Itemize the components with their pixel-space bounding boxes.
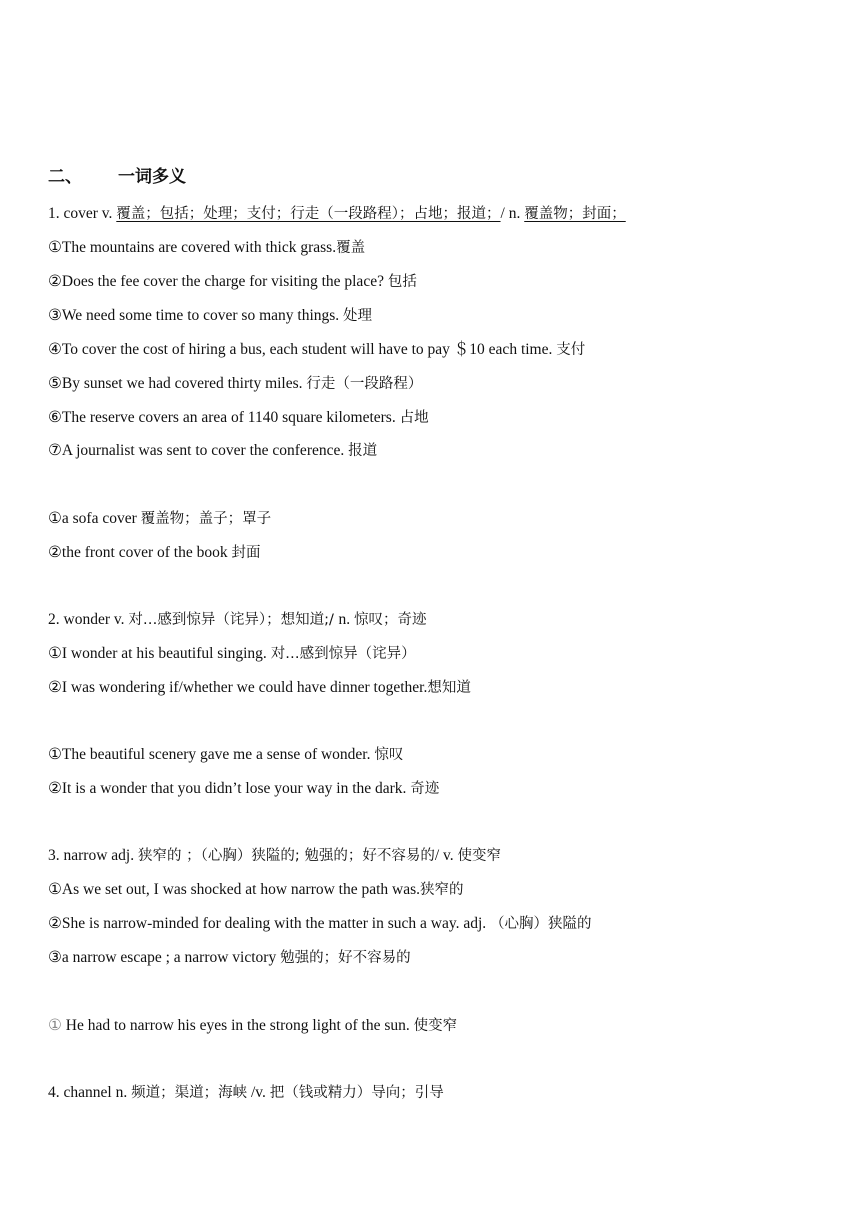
- example-line: [48, 644, 416, 664]
- text-segment: ⑤By sunset we had covered thirty miles.: [48, 375, 307, 392]
- text-segment: 频道；渠道；海峡: [131, 1085, 248, 1101]
- example-line: [48, 509, 271, 529]
- text-segment: 覆盖: [336, 240, 366, 256]
- entry-wonder-header: [48, 610, 427, 630]
- text-segment: ②Does the fee cover the charge for visiting the place?: [48, 273, 388, 290]
- section-title: 一词多义: [118, 167, 186, 187]
- text-segment: ③a narrow escape ; a narrow victory: [48, 949, 281, 966]
- text-segment: ④To cover the cost of hiring a bus, each student will have to pay ＄10 each time.: [48, 341, 557, 358]
- text-segment: ①I wonder at his beautiful singing.: [48, 645, 271, 662]
- text-segment: ②It is a wonder that you didn’t lose your way in the dark.: [48, 780, 411, 797]
- text-segment: ⑥The reserve covers an area of 1140 square kilometers.: [48, 409, 400, 426]
- text-segment: 使变窄: [413, 1018, 458, 1034]
- text-segment: 对…感到惊异（诧异）；想知道;/: [128, 612, 339, 628]
- example-line: [48, 272, 417, 292]
- text-segment: 使变窄: [457, 848, 502, 864]
- text-segment: ①a sofa cover: [48, 510, 141, 527]
- example-line: [48, 678, 471, 698]
- text-segment: 把（钱或精力）导向；引导: [269, 1085, 444, 1101]
- example-line: [48, 340, 585, 360]
- text-segment: ①: [48, 1017, 62, 1034]
- example-line: [48, 543, 260, 563]
- entry-narrow-header: [48, 846, 501, 866]
- text-segment: 占地: [399, 410, 429, 426]
- text-segment: ①As we set out, I was shocked at how narrow the path was.: [48, 881, 421, 898]
- section-heading: [48, 162, 186, 187]
- text-segment: ⑦A journalist was sent to cover the conference.: [48, 442, 349, 459]
- text-segment: 狭窄的 ；（心胸）狭隘的; 勉强的；好不容易的: [137, 848, 435, 864]
- text-segment: /v.: [247, 1084, 270, 1101]
- cover-verb-meanings: 覆盖；包括；处理；支付；行走（一段路程）；占地；报道；: [116, 206, 501, 222]
- text-segment: ③We need some time to cover so many things.: [48, 307, 344, 324]
- text-segment: 1. cover v.: [48, 205, 117, 222]
- text-segment: ①The mountains are covered with thick grass.: [48, 239, 337, 256]
- text-segment: ①The beautiful scenery gave me a sense of wonder.: [48, 746, 375, 763]
- example-line: [48, 779, 439, 799]
- text-segment: 覆盖物；盖子；罩子: [140, 511, 272, 527]
- text-segment: 4. channel n.: [48, 1084, 132, 1101]
- text-segment: 惊叹；奇迹: [354, 612, 427, 628]
- example-line: [48, 408, 429, 428]
- text-segment: ②I was wondering if/whether we could have dinner together.: [48, 679, 428, 696]
- text-segment: 支付: [556, 342, 586, 358]
- text-segment: / n.: [500, 205, 525, 222]
- example-line: [48, 914, 592, 934]
- example-line: [48, 306, 372, 326]
- text-segment: 勉强的；好不容易的: [280, 950, 411, 966]
- text-segment: 封面: [231, 545, 261, 561]
- text-segment: 报道: [348, 443, 378, 459]
- text-segment: He had to narrow his eyes in the strong light of the sun.: [61, 1017, 414, 1034]
- text-segment: 3. narrow adj.: [48, 847, 138, 864]
- text-segment: （心胸）狭隘的: [490, 916, 592, 932]
- text-segment: 对…感到惊异（诧异）: [270, 646, 416, 662]
- example-line: [48, 1016, 457, 1036]
- text-segment: 行走（一段路程）: [306, 376, 423, 392]
- example-line: [48, 374, 422, 394]
- text-segment: ②She is narrow-minded for dealing with the matter in such a way. adj.: [48, 915, 491, 932]
- text-segment: ②the front cover of the book: [48, 544, 232, 561]
- text-segment: n.: [338, 611, 354, 628]
- entry-channel-header: [48, 1083, 444, 1103]
- text-segment: 包括: [387, 274, 417, 290]
- example-line: [48, 880, 464, 900]
- entry-cover-header: [48, 204, 626, 224]
- section-number: 二、: [48, 167, 82, 187]
- text-segment: 狭窄的: [420, 882, 464, 898]
- example-line: [48, 238, 365, 258]
- example-line: [48, 948, 411, 968]
- example-line: [48, 441, 377, 461]
- text-segment: 奇迹: [410, 781, 440, 797]
- cover-noun-meanings: 覆盖物；封面；: [524, 206, 626, 222]
- text-segment: 处理: [343, 308, 373, 324]
- text-segment: 2. wonder v.: [48, 611, 129, 628]
- text-segment: / v.: [434, 847, 458, 864]
- example-line: [48, 745, 403, 765]
- text-segment: 想知道: [427, 680, 471, 696]
- text-segment: 惊叹: [374, 747, 404, 763]
